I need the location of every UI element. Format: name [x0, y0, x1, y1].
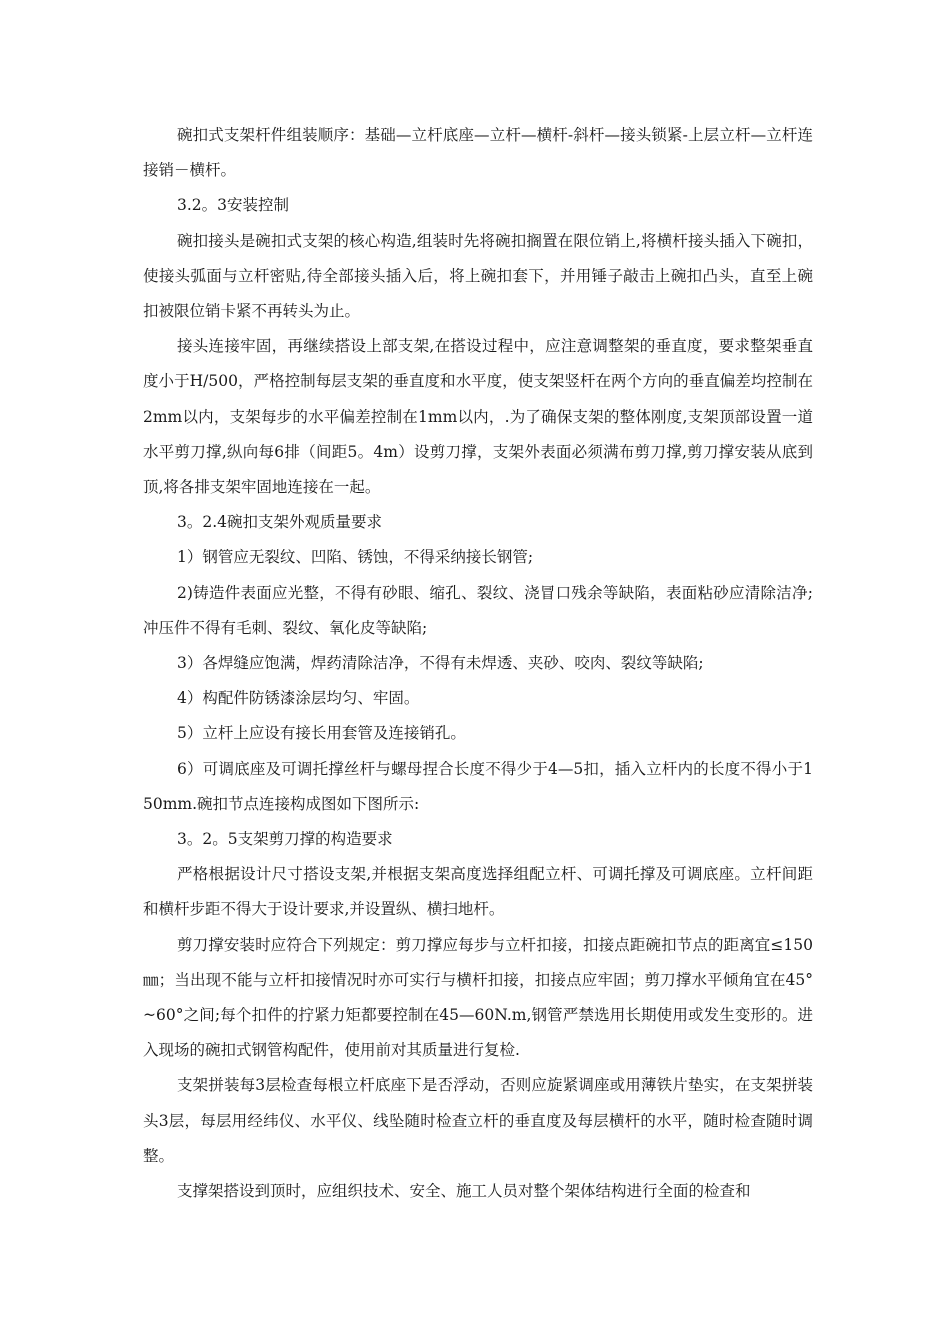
final-inspection-paragraph: 支撑架搭设到顶时，应组织技术、安全、施工人员对整个架体结构进行全面的检查和 — [177, 1182, 751, 1201]
quality-item-5: 5）立杆上应设有接长用套管及连接销孔。 — [177, 724, 466, 743]
section-3-2-3-heading: 3.2。3安装控制 — [177, 196, 290, 215]
quality-item-4: 4）构配件防锈漆涂层均匀、牢固。 — [177, 689, 420, 708]
quality-item-1: 1）钢管应无裂纹、凹陷、锈蚀，不得采纳接长钢管; — [177, 548, 534, 567]
assembly-order-paragraph: 碗扣式支架杆件组装顺序：基础—立杆底座—立杆—横杆-斜杆—接头锁紧-上层立杆—立杆连接销－横杆。 — [143, 126, 813, 180]
scissor-brace-rules-paragraph: 剪刀撑安装时应符合下列规定：剪刀撑应每步与立杆扣接，扣接点距碗扣节点的距离宜≤150㎜；当出现不能与立杆扣接情况时亦可实行与横杆扣接，扣接点应牢固；剪刀撑水平倾角宜在45°~60°之间;每个扣件的拧紧力矩都要控制在45—60N.m,钢管严禁选用长期使用或发生变形的。进入现场的碗扣式钢管构配件，使用前对其质量进行复检. — [143, 935, 813, 1060]
bowl-joint-paragraph: 碗扣接头是碗扣式支架的核心构造,组装时先将碗扣搁置在限位销上,将横杆接头插入下碗扣，使接头弧面与立杆密贴,待全部接头插入后，将上碗扣套下，并用锤子敲击上碗扣凸头，直至上碗扣被限位销卡紧不再转头为止。 — [143, 231, 813, 321]
section-3-2-5-heading: 3。2。5支架剪刀撑的构造要求 — [177, 830, 393, 849]
quality-item-6: 6）可调底座及可调托撑丝杆与螺母捏合长度不得少于4—5扣，插入立杆内的长度不得小于150mm.碗扣节点连接构成图如下图所示: — [143, 759, 813, 813]
quality-item-2: 2)铸造件表面应光整，不得有砂眼、缩孔、裂纹、浇冒口残余等缺陷，表面粘砂应清除洁净;冲压件不得有毛刺、裂纹、氧化皮等缺陷; — [143, 583, 813, 637]
quality-item-3: 3）各焊缝应饱满，焊药清除洁净，不得有未焊透、夹砂、咬肉、裂纹等缺陷; — [177, 654, 704, 673]
document-body — [143, 118, 813, 1209]
verticality-paragraph: 接头连接牢固，再继续搭设上部支架,在搭设过程中，应注意调整架的垂直度，要求整架垂直度小于H/500，严格控制每层支架的垂直度和水平度，使支架竖杆在两个方向的垂直偏差均控制在2mm以内，支架每步的水平偏差控制在1mm以内，.为了确保支架的整体刚度,支架顶部设置一道水平剪刀撑,纵向每6排（间距5。4m）设剪刀撑，支架外表面必须满布剪刀撑,剪刀撑安装从底到顶,将各排支架牢固地连接在一起。 — [143, 337, 813, 497]
section-3-2-4-heading: 3。2.4碗扣支架外观质量要求 — [177, 513, 383, 532]
design-size-paragraph: 严格根据设计尺寸搭设支架,并根据支架高度选择组配立杆、可调托撑及可调底座。立杆间距和横杆步距不得大于设计要求,并设置纵、横扫地杆。 — [143, 865, 813, 919]
inspection-paragraph: 支架拼装每3层检查每根立杆底座下是否浮动，否则应旋紧调座或用薄铁片垫实，在支架拼装头3层，每层用经纬仪、水平仪、线坠随时检查立杆的垂直度及每层横杆的水平，随时检查随时调整。 — [143, 1076, 813, 1165]
